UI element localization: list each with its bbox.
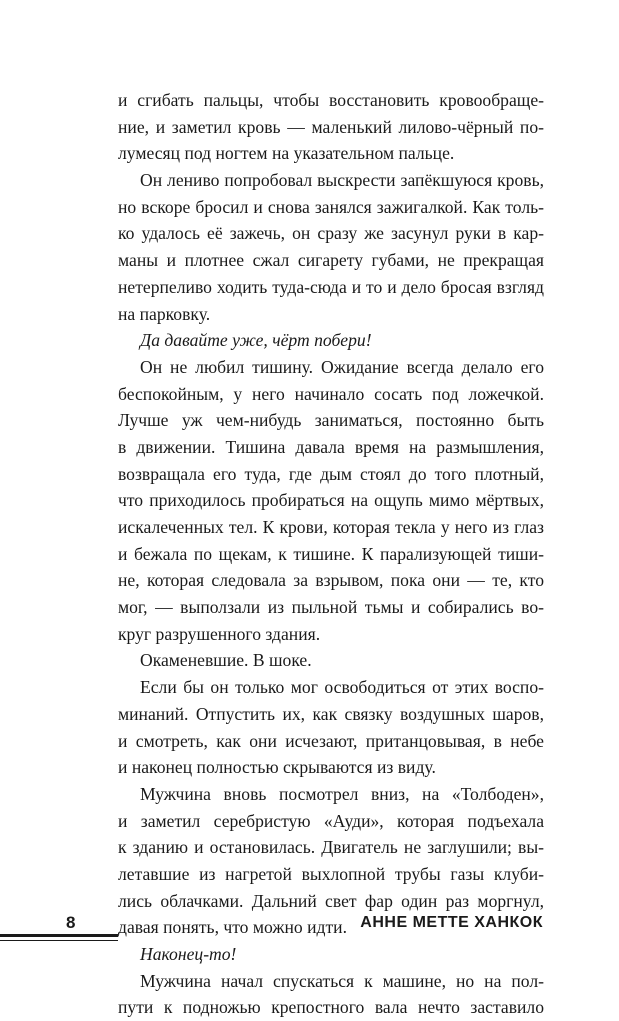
page-footer — [0, 912, 619, 942]
text-line: и сгибать пальцы, чтобы восстановить кровообраще- — [118, 90, 544, 110]
text-line: Наконец-то! — [140, 944, 237, 964]
text-line: давая понять, что можно идти. — [118, 917, 347, 938]
text-line: в движении. Тишина давала время на размышления, — [118, 436, 544, 457]
text-line: лумесяц под ногтем на указательном пальце. — [118, 143, 455, 164]
text-line: Мужчина вновь посмотрел вниз, на «Толбоден», — [140, 783, 544, 804]
text-line: на парковку. — [118, 303, 211, 324]
text-line: Он не любил тишину. Ожидание всегда делало его — [140, 356, 544, 377]
footer-rule-thick — [0, 934, 118, 937]
text-line: но вскоре бросил и снова занялся зажигалкой. Как толь- — [118, 196, 544, 217]
text-line: пути к подножью крепостного вала нечто заставило — [118, 997, 544, 1018]
text-line: минаний. Отпустить их, как связку воздушных шаров, — [118, 703, 544, 724]
text-line: Лучше уж чем-нибудь заниматься, постоянно быть — [118, 410, 544, 431]
text-line: Мужчина начал спускаться к машине, но на пол- — [140, 970, 544, 991]
text-line: и заметил серебристую «Ауди», которая подъехала — [118, 810, 544, 831]
text-line: беспокойным, у него начинало сосать под ложечкой. — [118, 383, 544, 404]
text-line: и наконец полностью скрываются из виду. — [118, 757, 436, 778]
text-line: лись облачками. Дальний свет фар один раз моргнул, — [118, 890, 544, 911]
text-line: к зданию и остановилась. Двигатель не заглушили; вы- — [118, 837, 544, 858]
text-line: Да давайте уже, чёрт побери! — [140, 330, 372, 351]
text-line: возвращала его туда, где дым стоял до того плотный, — [118, 463, 544, 484]
text-line: Окаменевшие. В шоке. — [140, 650, 312, 671]
text-line: круг разрушенного здания. — [118, 623, 321, 644]
text-line: что приходилось пробираться на ощупь мимо мёртвых, — [118, 490, 544, 511]
text-line: и смотреть, как они исчезают, пританцовывая, в небе — [118, 730, 544, 751]
page-number: 8 — [66, 913, 76, 932]
text-line: Если бы он только мог освободиться от этих воспо- — [140, 677, 544, 698]
text-line: маны и плотнее сжал сигарету губами, не прекращая — [118, 250, 544, 271]
text-line: нетерпеливо ходить туда-сюда и то и дело бросая взгляд — [118, 276, 544, 297]
running-head-author: АННЕ МЕТТЕ ХАНКОК — [360, 914, 543, 931]
body-text — [118, 87, 544, 1021]
text-line: искалеченных тел. К крови, которая текла у него из глаз — [118, 517, 544, 537]
text-line: ние, и заметил кровь — маленький лилово-чёрный по- — [118, 116, 544, 137]
text-line: и бежала по щекам, к тишине. К парализующей тиши- — [118, 543, 544, 564]
footer-rule-thin — [0, 940, 118, 941]
text-line: ко удалось её зажечь, он сразу же засунул руки в кар- — [118, 223, 544, 244]
text-line: летавшие из нагретой выхлопной трубы газы клуби- — [118, 863, 544, 884]
text-line: мог, — выползали из пыльной тьмы и собирались во- — [118, 597, 544, 618]
text-line: Он лениво попробовал выскрести запёкшуюся кровь, — [140, 170, 544, 191]
text-line: не, которая следовала за взрывом, пока они — те, кто — [118, 570, 544, 591]
